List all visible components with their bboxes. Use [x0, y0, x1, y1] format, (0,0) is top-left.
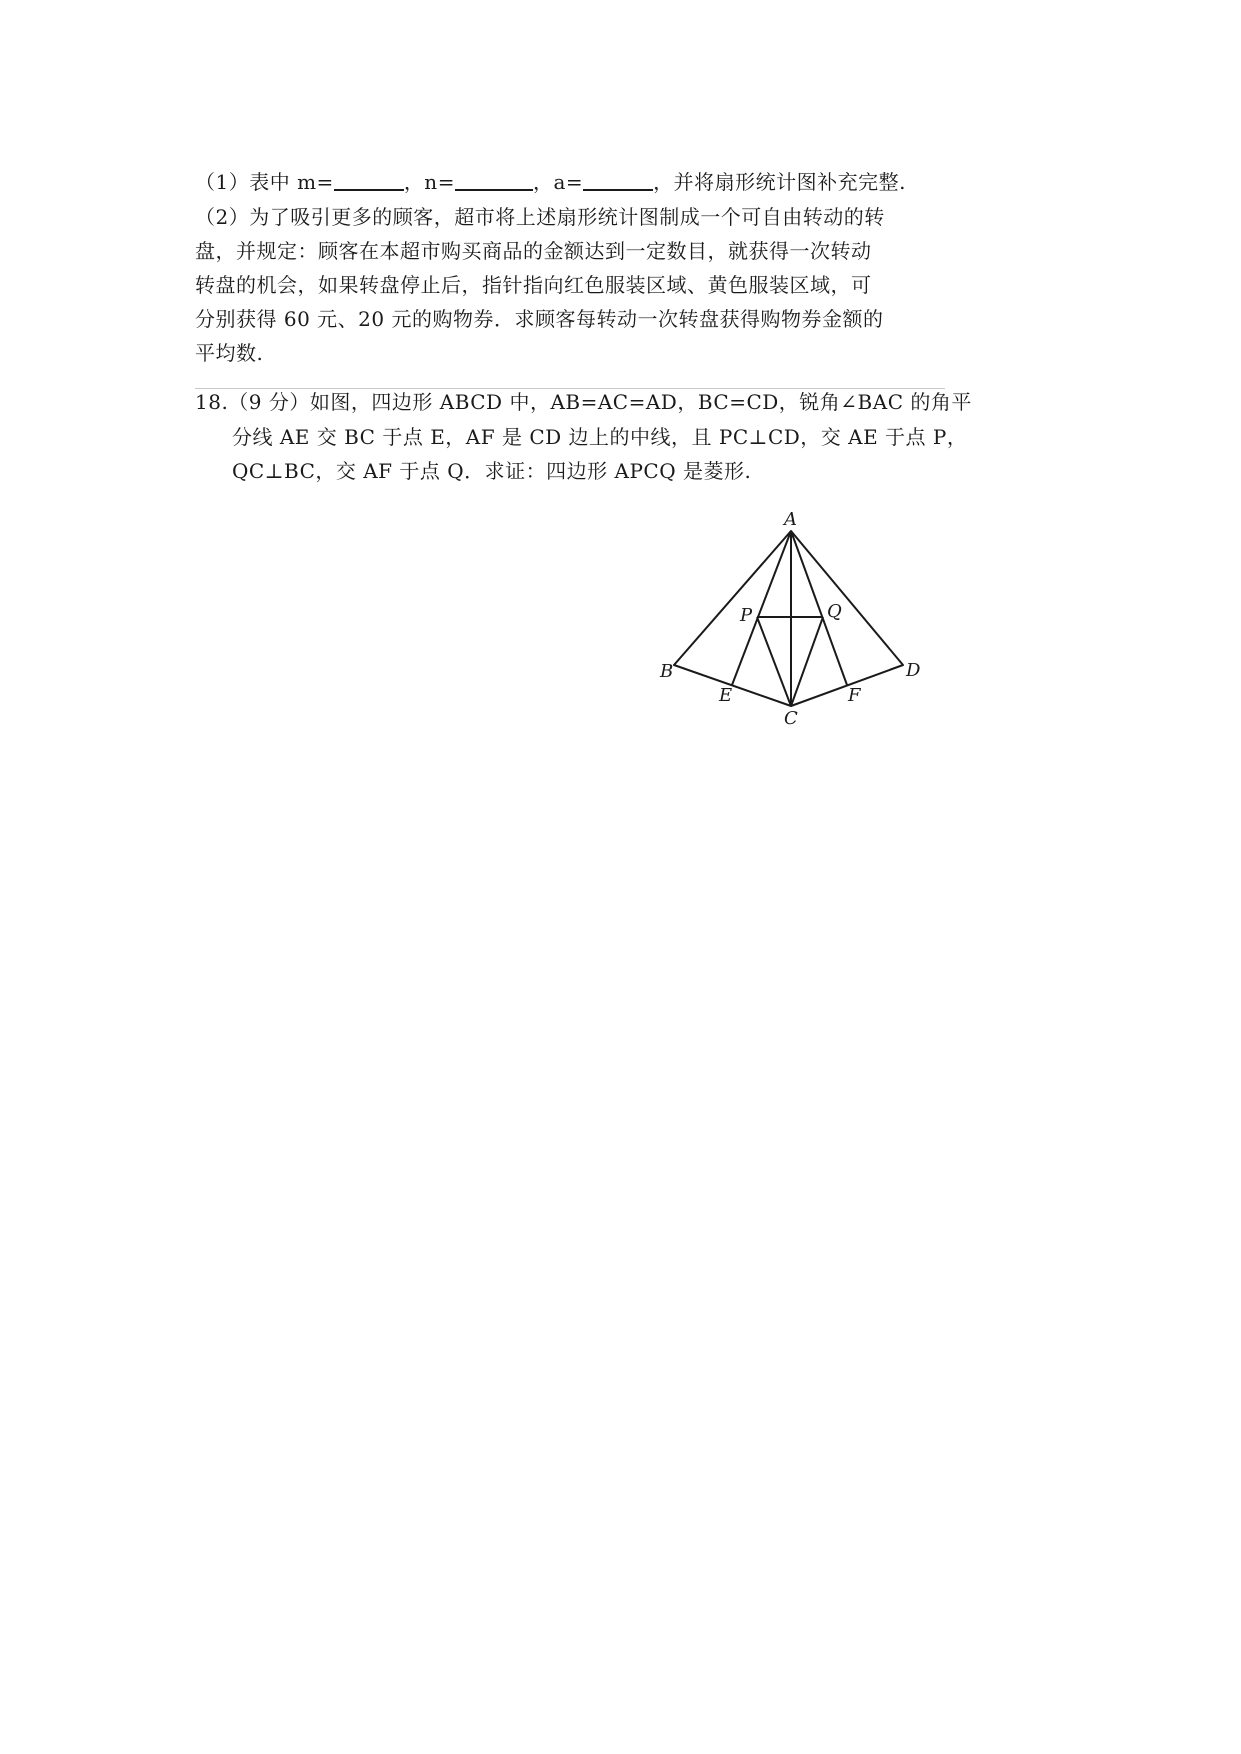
vertex-label-b: B: [660, 661, 674, 682]
q17-part1-text-b: ，n=: [403, 170, 455, 194]
q17-part2-line4: 分别获得 60 元、20 元的购物券．求顾客每转动一次转盘获得购物券金额的: [195, 307, 884, 331]
point-label-q: Q: [827, 601, 842, 622]
vertex-label-c: C: [784, 708, 798, 729]
point-label-e: E: [719, 685, 733, 706]
q18-line3: QC⊥BC，交 AF 于点 Q．求证：四边形 APCQ 是菱形.: [232, 459, 752, 483]
q17-part1-text-a: （1）表中 m=: [195, 170, 334, 194]
q18-line2: 分线 AE 交 BC 于点 E，AF 是 CD 边上的中线，且 PC⊥CD，交 AE 于点 P，: [232, 425, 968, 449]
q17-part2-line2: 盘，并规定：顾客在本超市购买商品的金额达到一定数目，就获得一次转动: [195, 239, 872, 263]
segment-qc: [791, 617, 823, 706]
vertex-label-a: A: [784, 509, 797, 530]
segment-pc: [757, 617, 791, 706]
point-label-f: F: [848, 685, 861, 706]
q17-part1-text-d: ，并将扇形统计图补充完整.: [653, 170, 906, 194]
q17-part2-line5: 平均数.: [195, 341, 264, 365]
q17-part2-line1: （2）为了吸引更多的顾客，超市将上述扇形统计图制成一个可自由转动的转: [195, 205, 885, 229]
q17-part2-line3: 转盘的机会，如果转盘停止后，指针指向红色服装区域、黄色服装区域，可: [195, 273, 872, 297]
q18-line1: 18.（9 分）如图，四边形 ABCD 中，AB=AC=AD，BC=CD，锐角∠BAC 的角平: [195, 390, 972, 414]
quadrilateral-abcd: [674, 531, 903, 706]
point-label-p: P: [740, 605, 753, 626]
vertex-label-d: D: [906, 660, 921, 681]
q17-part1-text-c: ，a=: [532, 170, 584, 194]
